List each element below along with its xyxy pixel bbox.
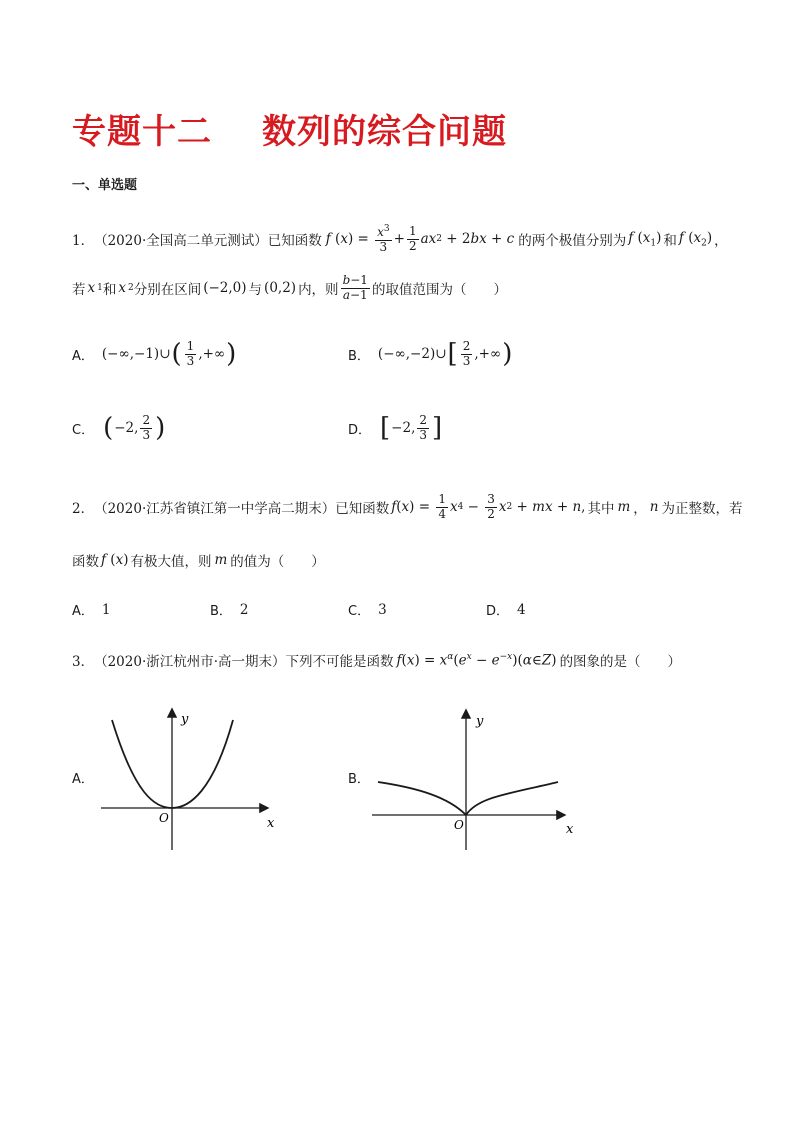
q2-option-d[interactable] [486, 600, 526, 619]
title-subject: 数列的综合问题 [262, 112, 507, 152]
title-topic: 专题十二 [72, 112, 212, 152]
q1-text: ， [714, 233, 728, 250]
q1-option-b[interactable]: B． (−∞,−2)∪ [ $\frac{2}{3}$ ,+∞ ) [348, 339, 513, 370]
q1-stem-line1 [72, 224, 728, 255]
y-axis-label: y [181, 712, 189, 727]
q1-function-expr: f ( x ) = $\frac{x^3}{3}$ + $\frac{1}{2}$ ax 2 + 2 bx + c [325, 224, 515, 254]
curve-b-right [466, 782, 558, 815]
option-label: A． [72, 772, 94, 787]
y-axis-label: y [476, 714, 484, 729]
q1-interval-2: (0,2) [264, 280, 297, 297]
q1-number: 1． [72, 233, 95, 250]
q1-text: 若 [72, 282, 86, 299]
q3-function-expr: $f(x) = x^\alpha(e^x$ − $e^{-x})(\alpha\in Z)$ [396, 651, 557, 669]
option-label: D． [486, 604, 510, 619]
option-label: B． [348, 772, 370, 787]
section-heading: 一、单选题 [72, 178, 138, 193]
q1-text: 和 [663, 233, 677, 250]
q1-text: 已知函数 [267, 233, 322, 250]
option-label: C． [348, 604, 371, 619]
option-label: A． [72, 604, 94, 619]
origin-label: O [454, 818, 464, 832]
q2-text: 为正整数，若 [661, 501, 743, 518]
q1-text: 内，则 [298, 282, 339, 299]
q1-text: 分别在区间 [133, 282, 202, 299]
option-label: A． [72, 348, 94, 364]
q2-option-a[interactable] [72, 600, 111, 619]
q2-text: 函数 [72, 554, 99, 570]
q1-option-d[interactable]: D． [ −2, $\frac{2}{3}$ ] [348, 413, 443, 444]
q1-text: 的取值范围为（ ） [371, 282, 507, 299]
option-value: 4 [517, 601, 526, 618]
q2-number: 2． [72, 501, 95, 518]
option-label: C． [72, 422, 95, 438]
q2-text: 的值为（ ） [230, 554, 325, 570]
q2-stem-line1: 2． （2020·江苏省镇江第一中学高二期末） 已知函数 f ( x ) = $\frac{1}{4}$ x 4 − $\frac{3}{2}$ x 2 + mx + n , 其中 m ， n 为正整数，若 [72, 492, 743, 521]
option-label: D． [348, 422, 372, 438]
q2-function-expr: f ( x ) = $\frac{1}{4}$ x 4 − $\frac{3}{2}$ x 2 + mx + n , [391, 492, 586, 521]
x-axis-label: x [566, 822, 574, 837]
q1-stem-line2: 若 x 1 和 x 2 分别在区间 (−2,0) 与 (0,2) 内，则 $\frac{b-1}{a-1}$ 的取值范围为（ ） [72, 273, 507, 302]
q1-interval-1: (−2,0) [203, 280, 247, 297]
q1-fx1: f $(x_1)$ [628, 229, 662, 249]
q1-ratio-expr: $\frac{b-1}{a-1}$ [342, 273, 368, 302]
graph-b [368, 705, 588, 855]
q2-text: ， [633, 501, 647, 518]
q2-stem-line2: 函数 f (x) 有极大值，则 m 的值为（ ） [72, 552, 325, 570]
q2-text: 已知函数 [335, 501, 390, 518]
option-value: 3 [378, 601, 387, 618]
origin-label: O [159, 811, 169, 825]
q1-source: （2020·全国高二单元测试） [94, 233, 268, 250]
q3-text: 下列不可能是函数 [285, 654, 394, 670]
q1-fx2: f $(x_2)$ [678, 229, 713, 249]
graph-a [95, 700, 285, 855]
q2-option-b[interactable] [210, 600, 249, 619]
q2-text: 其中 [587, 501, 615, 518]
page-title [72, 104, 507, 153]
q2-option-c[interactable] [348, 600, 387, 619]
option-value: 1 [101, 601, 111, 618]
q1-option-c[interactable]: C． ( −2, $\frac{2}{3}$ ) [72, 413, 166, 444]
q3-source: （2020·浙江杭州市·高一期末） [94, 654, 286, 670]
q2-text: 有极大值，则 [130, 554, 212, 570]
option-label: B． [348, 348, 370, 364]
x-axis-label: x [267, 816, 275, 831]
q1-text: 的两个极值分别为 [518, 233, 627, 250]
q3-stem [72, 650, 681, 670]
q3-text: 的图象的是（ ） [559, 654, 682, 670]
curve-b-left [378, 782, 466, 815]
q1-option-a[interactable]: A． (−∞,−1)∪ ( $\frac{1}{3}$ ,+∞ ) [72, 339, 237, 370]
q2-source: （2020·江苏省镇江第一中学高二期末） [94, 501, 336, 518]
option-label: B． [210, 604, 232, 619]
q3-number: 3． [72, 654, 95, 670]
q1-text: 和 [102, 282, 117, 299]
option-value: 2 [239, 601, 249, 618]
q1-text: 与 [248, 282, 263, 299]
